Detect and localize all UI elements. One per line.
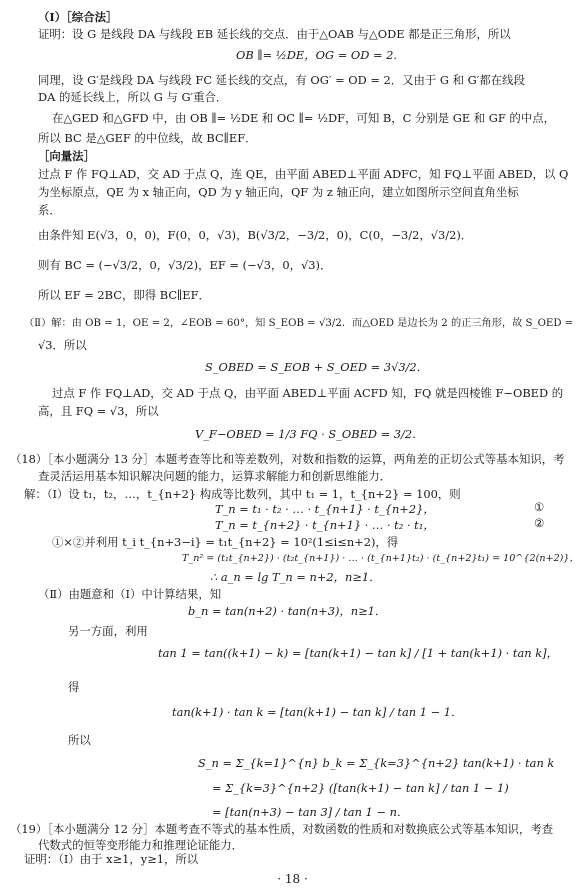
equation: b_n = tan(n+2) · tan(n+3)，n≥1． [188,604,387,618]
text-line: 同理，设 G′是线段 DA 与线段 FC 延长线的交点，有 OG′ = OD = 2．又由于 G 和 G′都在线段 [38,73,525,87]
text-line: 解：（Ⅰ）设 t₁，t₂，…，t_{n+2} 构成等比数列，其中 t₁ = 1，t_{n+2} = 100，则 [24,487,461,501]
text-line: 代数式的恒等变形能力和推理论证能力． [38,838,244,852]
text-line: 过点 F 作 FQ⊥AD，交 AD 于点 Q，由平面 ABED⊥平面 ACFD 知，FQ 就是四棱锥 F−OBED 的 [52,386,564,400]
text-line: 系． [38,203,61,217]
equation: T_n = t_{n+2} · t_{n+1} · … · t₂ · t₁， [215,518,435,532]
equation-marker: ① [534,500,545,514]
text-line: （Ⅱ）由题意和（Ⅰ）中计算结果，知 [38,587,222,601]
text-line: 证明：设 G 是线段 DA 与线段 EB 延长线的交点．由于△OAB 与△ODE 都是正三角形，所以 [38,27,511,41]
text-line: 为坐标原点，QE 为 x 轴正向，QD 为 y 轴正向，QF 为 z 轴正向，建立如图所示空间直角坐标 [38,185,519,199]
equation: OB ∥= ½DE，OG = OD = 2. [236,48,397,62]
equation: ∴ a_n = lg T_n = n+2，n≥1． [210,570,381,584]
text-line: DA 的延长线上，所以 G 与 G′重合． [38,90,228,104]
equation: V_F−OBED = 1/3 FQ · S_OBED = 3/2． [195,427,424,441]
equation: S_n = Σ_{k=1}^{n} b_k = Σ_{k=3}^{n+2} tan(k+1) · tan k [198,756,555,770]
text-line: 过点 F 作 FQ⊥AD，交 AD 于点 Q，连 QE，由平面 ABED⊥平面 ADFC，知 FQ⊥平面 ABED，以 Q [38,167,569,181]
text-line: 所以 BC 是△GEF 的中位线，故 BC∥EF． [38,131,257,145]
equation: T_n = t₁ · t₂ · … · t_{n+1} · t_{n+2}， [215,502,435,516]
text-line: 在△GED 和△GFD 中，由 OB ∥= ½DE 和 OC ∥= ½DF，可知 B，C 分别是 GE 和 GF 的中点， [52,111,555,125]
text-line: （Ⅱ）解：由 OB = 1，OE = 2，∠EOB = 60°，知 S_EOB = √3/2．而△OED 是边长为 2 的正三角形，故 S_OED = [24,318,574,329]
equation: S_OBED = S_EOB + S_OED = 3√3/2． [205,360,429,374]
section-heading-vector: ［向量法］ [38,149,95,163]
text-line: 由条件知 E(√3，0，0)，F(0，0，√3)，B(√3/2，−3/2，0)，C(0，−3/2，√3/2)． [38,228,473,242]
text-line: 查灵活运用基本知识解决问题的能力，运算求解能力和创新思维能力． [38,469,392,483]
text-line: 所以 EF = 2BC，即得 BC∥EF． [38,288,210,302]
equation: = [tan(n+3) − tan 3] / tan 1 − n． [212,805,409,819]
problem-18-header: （18）［本小题满分 13 分］本题考查等比和等差数列，对数和指数的运算，两角差的正切公式等基本知识，考 [10,452,565,466]
page-number: · 18 · [277,872,308,886]
text-line: 则有 BC = (−√3/2，0，√3/2)，EF = (−√3，0，√3)． [38,258,332,272]
problem-19-header: （19）［本小题满分 12 分］本题考查不等式的基本性质，对数函数的性质和对数换底公式等基本知识，考查 [10,822,554,836]
text-line: 另一方面，利用 [68,624,148,638]
equation: tan 1 = tan((k+1) − k) = [tan(k+1) − tan k] / [1 + tan(k+1) · tan k]， [158,646,558,660]
text-line: ①×②并利用 t_i t_{n+3−i} = t₁t_{n+2} = 10²(1≤i≤n+2)，得 [52,535,399,549]
equation-marker: ② [534,516,545,530]
equation: tan(k+1) · tan k = [tan(k+1) − tan k] / tan 1 − 1． [172,705,463,719]
equation: T_n² = (t₁t_{n+2}) · (t₂t_{n+1}) · … · (t_{n+1}t₂) · (t_{n+2}t₁) = 10^{2(n+2)}， [182,553,580,564]
section-heading-synthetic: （Ⅰ）［综合法］ [38,10,118,24]
text-line: 得 [68,680,80,694]
text-line: 所以 [68,733,91,747]
text-line: 证明：（Ⅰ）由于 x≥1，y≥1，所以 [24,852,199,866]
equation: = Σ_{k=3}^{n+2} ([tan(k+1) − tan k] / tan 1 − 1) [212,781,509,795]
text-line: √3．所以 [38,338,87,352]
text-line: 高，且 FQ = √3，所以 [38,404,159,418]
